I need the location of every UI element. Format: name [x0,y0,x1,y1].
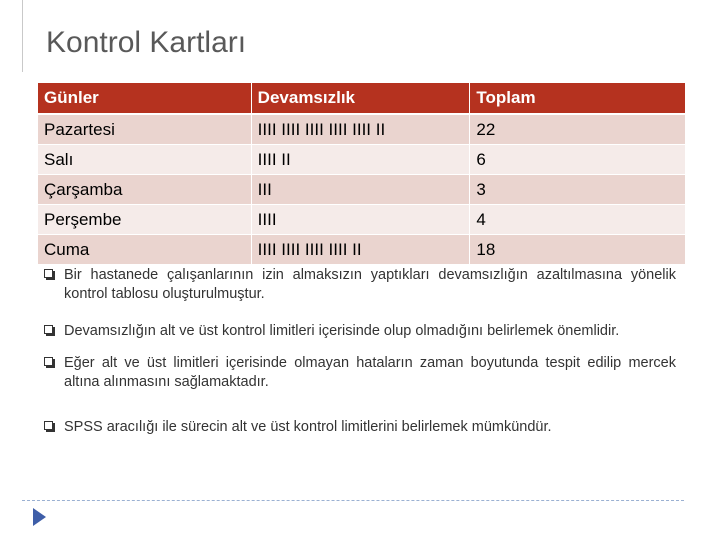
total-cell: 18 [470,235,686,265]
table-row [38,114,686,145]
total-cell: 4 [470,205,686,235]
checkbox-square-icon [44,325,53,334]
bullet-list [44,266,676,440]
table-row [38,145,686,175]
table-header-row [38,83,686,115]
tally-cell: III [251,175,470,205]
tally-cell: IIII IIII IIII IIII IIII II [251,114,470,145]
checkbox-square-icon [44,357,53,366]
page-title: Kontrol Kartları [46,26,247,59]
footer-divider [22,500,684,501]
checkbox-square-icon [44,269,53,278]
attendance-table [37,82,686,265]
column-header-total: Toplam [470,83,686,115]
tally-cell: IIII II [251,145,470,175]
bullet-item [44,322,676,354]
column-header-days: Günler [38,83,252,115]
bullet-text: Bir hastanede çalışanlarının izin almaksızın yaptıkları devamsızlığın azaltılmasına yönelik kontrol tablosu oluşturulmuştur. [64,267,676,302]
checkbox-square-icon [44,421,53,430]
bullet-item [44,266,676,322]
day-cell: Pazartesi [38,114,252,145]
table-row [38,235,686,265]
day-cell: Çarşamba [38,175,252,205]
day-cell: Cuma [38,235,252,265]
total-cell: 3 [470,175,686,205]
table-row [38,205,686,235]
column-header-absence: Devamsızlık [251,83,470,115]
day-cell: Perşembe [38,205,252,235]
tally-cell: IIII [251,205,470,235]
bullet-text: SPSS aracılığı ile sürecin alt ve üst kontrol limitlerini belirlemek mümkündür. [64,419,552,435]
bullet-item [44,354,676,418]
bullet-text: Eğer alt ve üst limitleri içerisinde olmayan hataların zaman boyutunda tespit edilip mercek altına alınmasını sağlamaktadır. [64,355,676,390]
table-row [38,175,686,205]
total-cell: 6 [470,145,686,175]
bullet-text: Devamsızlığın alt ve üst kontrol limitleri içerisinde olup olmadığını belirlemek önemlidir. [64,323,620,339]
title-accent-line [22,0,23,72]
play-triangle-icon[interactable] [33,508,46,526]
bullet-item [44,418,676,440]
day-cell: Salı [38,145,252,175]
tally-cell: IIII IIII IIII IIII II [251,235,470,265]
total-cell: 22 [470,114,686,145]
